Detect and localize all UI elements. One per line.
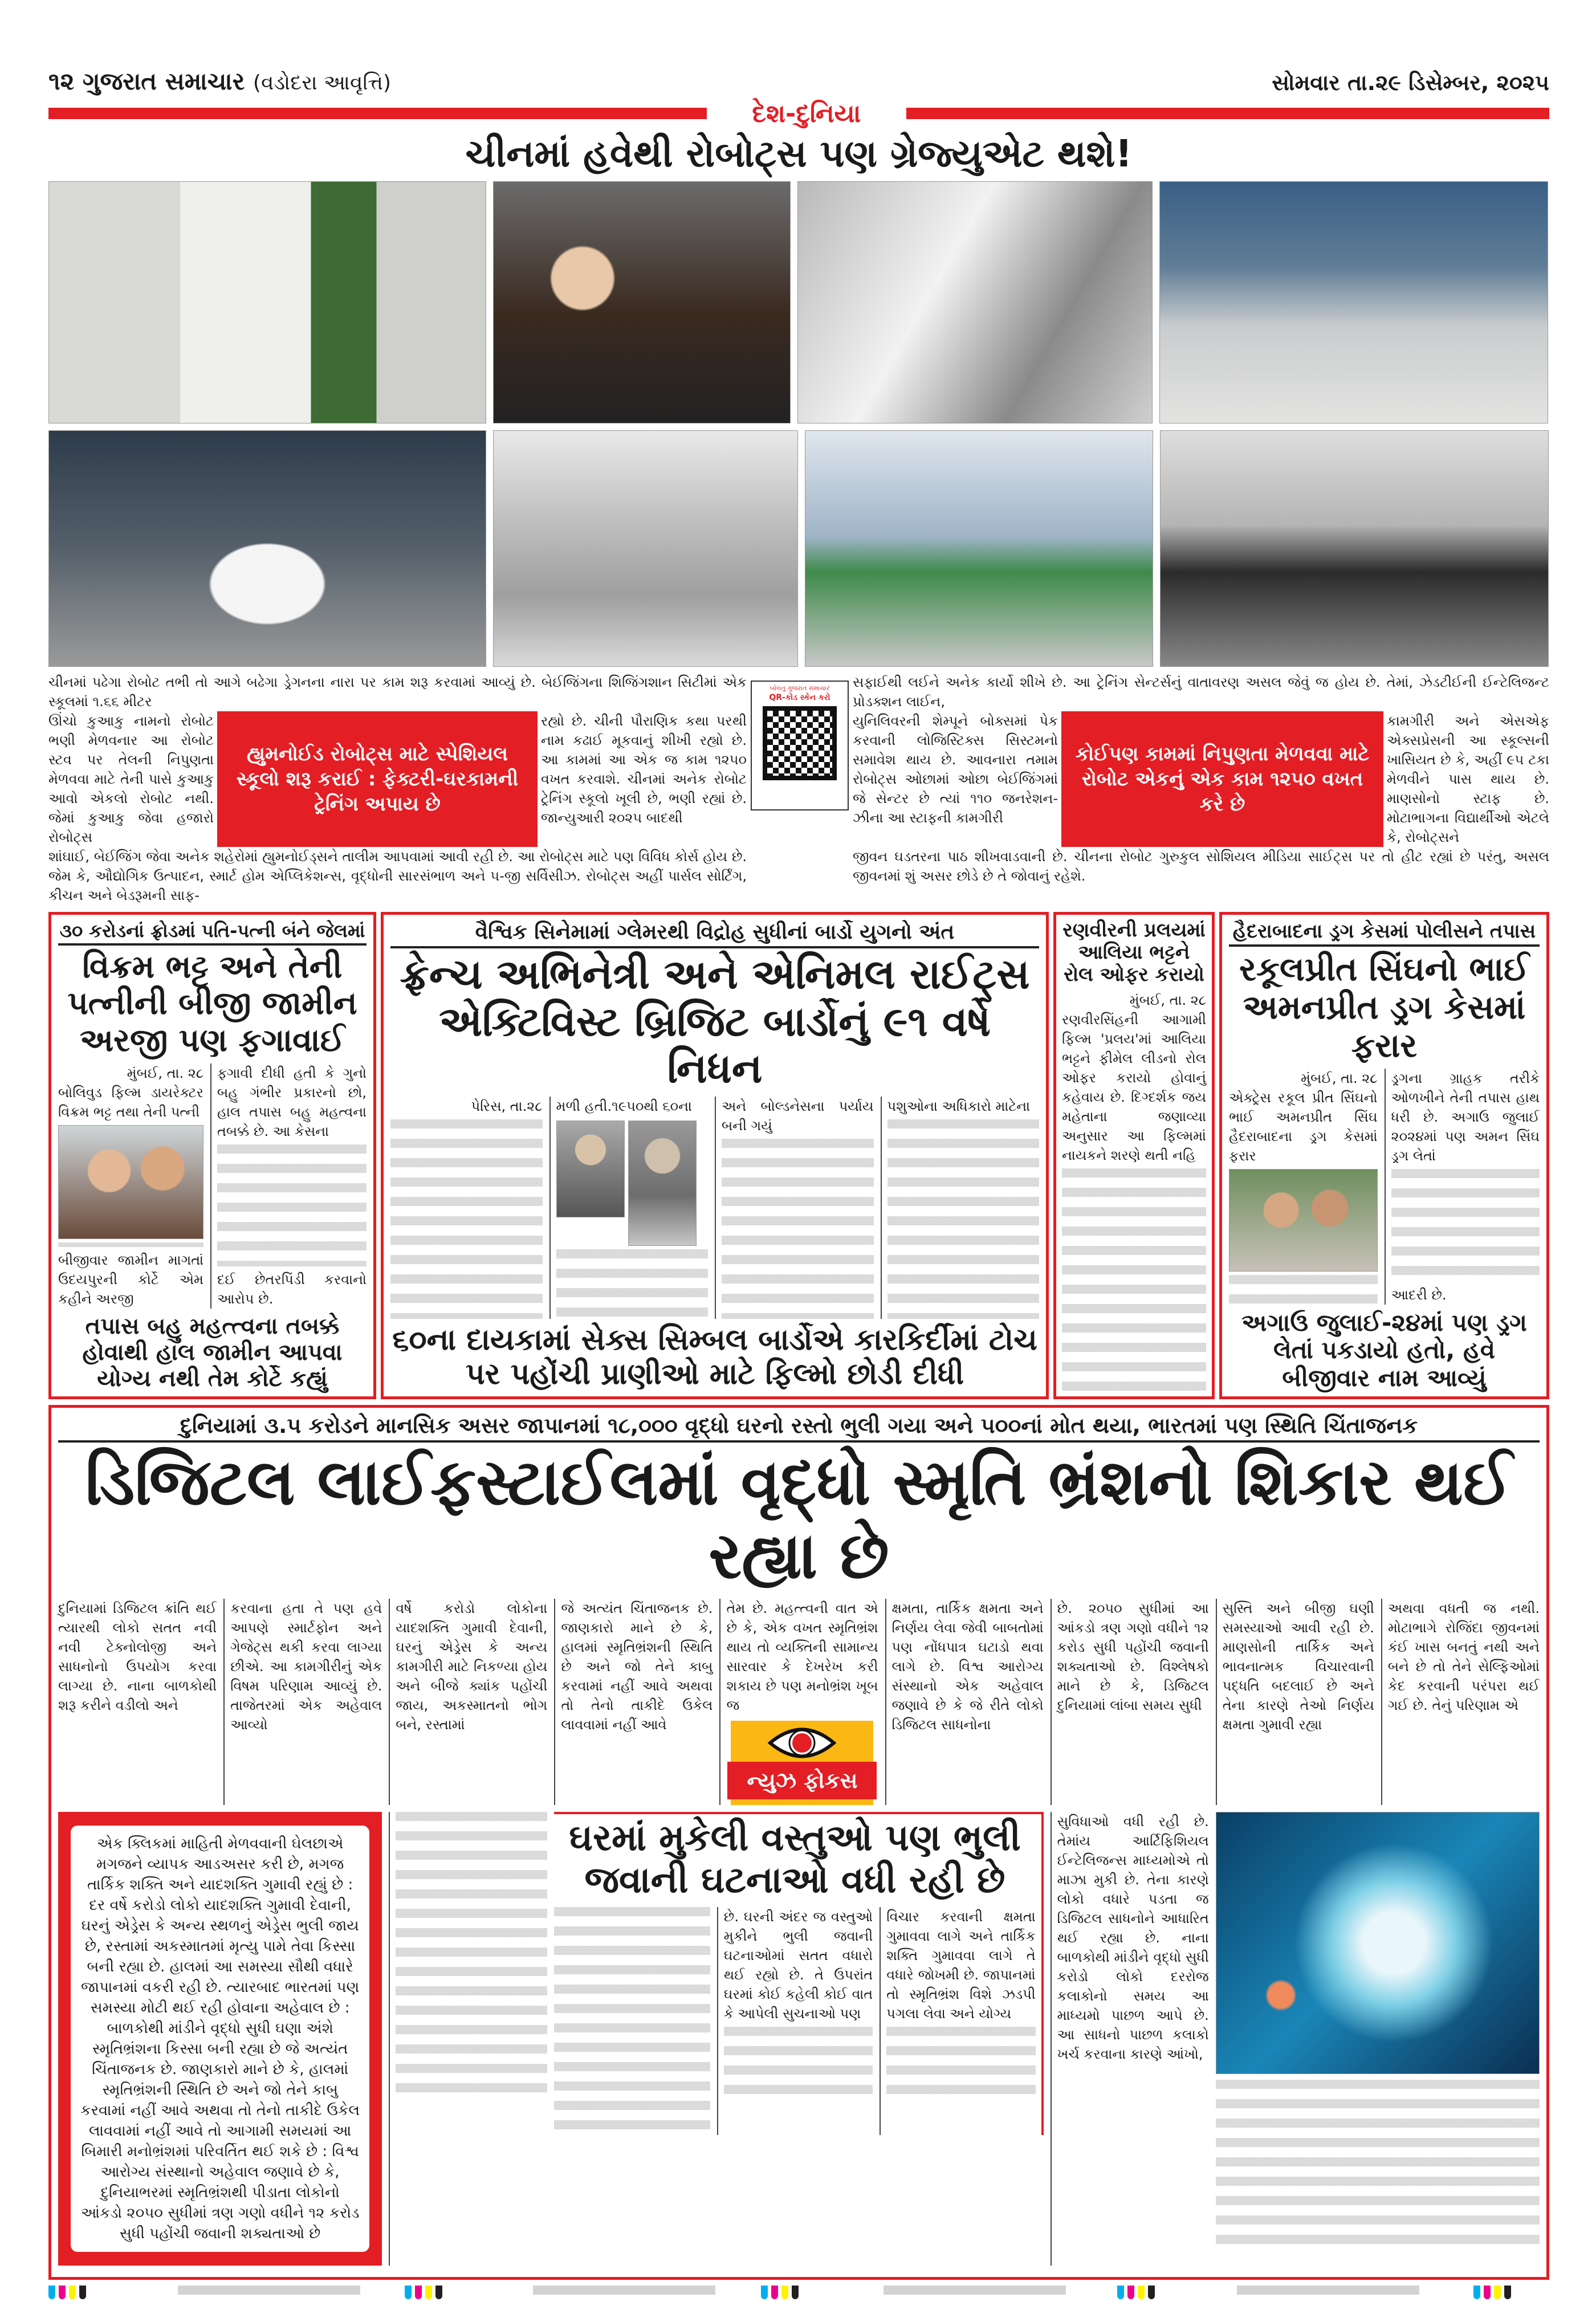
photo-vikram-bhatt-couple (58, 1125, 203, 1239)
story-kicker: દુનિયામાં ૩.૫ કરોડને માનસિક અસર જાપાનમાં ૧૮,૦૦૦ વૃદ્ધો ઘરનો રસ્તો ભુલી ગયા અને ૫૦૦નાં મોત થયા, ભારતમાં પણ સ્થિતિ ચિંતાજનક (58, 1412, 1540, 1443)
paper-name: ગુજરાત સમાચાર (82, 67, 245, 95)
story-column: સુસ્તિ અને બીજી ઘણી સમસ્યાઓ આવી રહી છે. માણસોની તાર્કિક અને ભાવનાત્મક વિચારવાની પદ્ધતિ બદલાઈ છે અને તેના કારણે તેઓ નિર્ણય ક્ષમતા ગુમાવી રહ્યા (1216, 1599, 1374, 1805)
masthead-left (48, 67, 391, 96)
gray-bar (178, 2286, 360, 2295)
print-registration-marks (48, 2286, 1549, 2305)
photo-digital-brain (1216, 1812, 1540, 2074)
header-rule-left (48, 108, 707, 119)
text-texture (1229, 1275, 1378, 1305)
photo-rakul-aman (1229, 1169, 1378, 1272)
robot-photos-row-2 (48, 430, 1549, 667)
story-col-b (210, 1064, 367, 1309)
photo-robot-vr-operator (48, 181, 486, 423)
story-body: રણવીરસિંહની આગામી ફિલ્મ 'પ્રલય'માં આલિયા ભટ્ટને ફીમેલ લીડનો રોલ ઓફર કરાયો હોવાનું કહેવાય છે. દિગ્દર્શક જય મહેતાના જણાવ્યા અનુસાર આ ફિલ્મમાં નાયકને શરણે થતી નહિ (1062, 1012, 1206, 1164)
color-swatch-group (405, 2286, 442, 2299)
dateline: પેરિસ, તા.૨૮ (471, 1098, 543, 1115)
story-footer-headline: ૬૦ના દાયકામાં સેક્સ સિમ્બલ બાર્ડોએ કારકિર્દીમાં ટોચ પર પહોંચી પ્રાણીઓ માટે ફિલ્મો છોડી દીધી (392, 1323, 1037, 1392)
subbox-col-a (554, 1907, 710, 2135)
photo-bardot-young (556, 1121, 625, 1217)
photo-robots-car (48, 430, 486, 667)
color-swatch-group (1473, 2286, 1511, 2299)
robots-left-col-a: ઊંચો કુઆકુ નામનો રોબોટ ભણી મેળવનાર આ રોબોટ સ્ટવ પર તેલની નિપુણતા મેળવવા માટે તેની પાસે કુઆકુ આવો એકલો રોબોટ નથી. જેમાં કુઆકુ જેવા હજારો રોબોટ્સ (48, 712, 214, 845)
story-alia-bhatt (1053, 912, 1215, 1399)
text-texture (887, 1119, 1040, 1319)
story-kicker: ૩૦ કરોડનાં ફ્રોડમાં પતિ-પત્ની બંને જેલમાં (58, 919, 367, 946)
story-column: જે અત્યંત ચિંતાજનક છે. જાણકારો માને છે કે, હાલમાં સ્મૃતિભ્રંશની સ્થિતિ છે અને જો તેને કાબુ કરવામાં નહીં આવે અથવા તો તેનો તાકીદે ઉકેલ લાવવામાં નહીં આવે (554, 1599, 712, 1805)
issue-date: સોમવાર તા.૨૯ ડિસેમ્બર, ૨૦૨૫ (1272, 70, 1549, 95)
edition: (વડોદરા આવૃત્તિ) (253, 71, 392, 95)
subbox-col-c (880, 1907, 1035, 2135)
text-texture (722, 1139, 874, 1319)
text-texture (554, 1907, 710, 2135)
robots-callout-1250: કોઈપણ કામમાં નિપુણતા મેળવવા માટે રોબોટ એકનું એક કામ ૧૨૫૦ વખત કરે છે (1061, 711, 1383, 847)
photo-humanoid-arm (797, 181, 1153, 423)
gray-bar (1237, 2286, 1419, 2295)
dementia-callout (58, 1812, 382, 2266)
story-footer-headline: તપાસ બહુ મહત્ત્વના તબક્કે હોવાથી હાલ જામીન આપવા યોગ્ય નથી તેમ કોર્ટે કહ્યું (82, 1313, 343, 1392)
story-column: ક્ષમતા, તાર્કિક ક્ષમતા અને નિર્ણય લેવા જેવી બાબતોમાં પણ નોંધપાત્ર ઘટાડો થવા લાગે છે. વિશ્વ આરોગ્ય સંસ્થાનો એક અહેવાલ જણાવે છે કે જે રીતે લોકો ડિજિટલ સાધનોના (885, 1599, 1044, 1805)
story-headline: રકૂલપ્રીત સિંઘનો ભાઈ અમનપ્રીત ડ્રગ કેસમાં ફરાર (1239, 950, 1529, 1065)
story-headline: ડિજિટલ લાઈફસ્ટાઈલમાં વૃદ્ધો સ્મૃતિ ભ્રંશનો શિકાર થઈ રહ્યા છે (85, 1445, 1513, 1594)
col-text-end: બીજીવાર જામીન માગતાં ઉદયપુરની કોર્ટે એમ કહીને અરજી (58, 1252, 203, 1307)
text-texture (556, 1249, 709, 1319)
story-column-lower: સુવિધાઓ વધી રહી છે. તેમાંય આર્ટિફિશિયલ ઈન્ટેલિજન્સ માધ્યમોએ તો માઝા મુકી છે. તેના કારણે લોકો વધારે પડતા જ ડિજિટલ સાધનોને આધારિત થઈ રહ્યા છે. નાના બાળકોથી માંડીને વૃદ્ધો સુધી કરોડો લોકો દરરોજ કલાકોનો સમય આ માધ્યમો પાછળ આપે છે. આ સાધનો પાછળ કલાકો ખર્ચ કરવાના કારણે આંખો, (1051, 1812, 1209, 2266)
news-focus-logo (731, 1721, 873, 1805)
column-text: તેમ છે. મહત્ત્વની વાત એ છે કે, એક વખત સ્મૃતિભ્રંશ થાય તો વ્યક્તિની સામાન્ય સારવાર કે દેખરેખ કરી શકાય છે પણ મનોભ્રંશ ખૂબ જ (726, 1600, 878, 1713)
col-text: વિચાર કરવાની ક્ષમતા ગુમાવવા લાગે અને તાર્કિક શક્તિ ગુમાવવા લાગે તે વધારે જોખમી છે. જાપાનમાં તો સ્મૃતિભ્રંશ વિશે ઝડપી પગલા લેવા અને યોગ્ય (886, 1909, 1036, 2022)
text-texture (58, 1243, 203, 1247)
col-text: અને બોલ્ડનેસના પર્યાય બની ગયું (722, 1098, 874, 1134)
story-headline: રણવીરની પ્રલયમાં આલિયા ભટ્ટને રોલ ઓફર કરાયો (1062, 918, 1206, 987)
dateline: મુંબઈ, તા. ૨૮ (127, 1065, 203, 1082)
header-rule-right (906, 108, 1549, 119)
robots-left-col-b: રહ્યો છે. ચીની પૌરાણિક કથા પરથી નામ કઢાઈ મૂકવાનું શીખી રહ્યો છે. આ કામમાં આ એક જ કામ ૧૨૫૦ વખત કરવાશે. ચીનમાં અનેક રોબોટ ટ્રેનિંગ સ્કૂલો ખૂલી છે, ભણી રહ્યાં છે. જાન્યુઆરી ૨૦૨૫ બાદથી (541, 712, 747, 826)
photo-robot-workbench (805, 430, 1153, 667)
story-col-a (390, 1097, 543, 1319)
story-headline: ફ્રેન્ચ અભિનેત્રી અને એનિમલ રાઈટ્સ એક્ટિવિસ્ટ બ્રિજિટ બાર્ડોનું ૯૧ વર્ષે નિધન (400, 950, 1030, 1093)
story-col-b (549, 1097, 709, 1319)
robots-text (48, 673, 1549, 905)
story-col-c (715, 1097, 874, 1319)
robots-right-top-line: સફાઈથી લઈને અનેક કાર્યો શીખે છે. આ ટ્રેનિંગ સેન્ટર્સનું વાતાવરણ અસલ જેવું જ હોય છે. તેમાં, ઝેડટીઈની ઈન્ટેલિજન્ટ પ્રોડક્શન લાઈન, (853, 674, 1549, 710)
qr-box[interactable] (751, 681, 849, 810)
robots-callout-schools: હ્યુમનોઈડ રોબોટ્સ માટે સ્પેશિયલ સ્કૂલો શરૂ કરાઈ : ફેક્ટરી-ઘરકામની ટ્રેનિંગ અપાય છે (217, 711, 538, 847)
eye-icon (768, 1724, 836, 1762)
gray-bar (883, 2286, 1066, 2295)
text-texture (886, 2027, 1035, 2095)
callout-text: એક ક્લિકમાં માહિતી મેળવવાની ઘેલછાએ મગજને વ્યાપક આડઅસર કરી છે, મગજ તાર્કિક શક્તિ અને યાદશક્તિ ગુમાવી રહ્યું છે : દર વર્ષે કરોડો લોકો યાદશક્તિ ગુમાવી દેવાની, ઘરનું એડ્રેસ કે અન્ય સ્થળનું એડ્રેસ ભુલી જાય છે, રસ્તામાં અકસ્માતમાં મૃત્યુ પામે તેવા કિસ્સા બની રહ્યા છે. હાલમાં આ સમસ્યા સૌથી વધારે જાપાનમાં વકરી રહી છે. ત્યારબાદ ભારતમાં પણ સમસ્યા મોટી થઈ રહી હોવાના અહેવાલ છે : બાળકોથી માંડીને વૃદ્ધો સુધી ઘણા અંશે સ્મૃતિભ્રંશના કિસ્સા બની રહ્યા છે જે અત્યંત ચિંતાજનક છે. જાણકારો માને છે કે, હાલમાં સ્મૃતિભ્રંશની સ્થિતિ છે અને જો તેને કાબુ કરવામાં નહીં આવે અથવા તો તેનો તાકીદે ઉકેલ લાવવામાં નહીં આવે તો આગામી સમયમાં આ બિમારી મનોભ્રંશમાં પરિવર્તિત થઈ શકે છે : વિશ્વ આરોગ્ય સંસ્થાનો અહેવાલ જણાવે છે કે, દુનિયાભરમાં સ્મૃતિભ્રંશથી પીડાતા લોકોનો આંકડો ૨૦૫૦ સુધીમાં ત્રણ ગણો વધીને ૧૨ કરોડ સુધી પહોંચી જવાની શક્યતાઓ છે (71, 1826, 369, 2252)
story-column: છે. ૨૦૫૦ સુધીમાં આ આંકડો ત્રણ ગણો વધીને ૧૨ કરોડ સુધી પહોંચી જવાની શક્યતાઓ છે. વિશ્લેષકો માને છે કે, ડિજિટલ દુનિયામાં લાંબા સમય સુધી (1051, 1599, 1209, 1805)
middle-stories (48, 912, 1549, 1399)
robots-left-top-line: ચીનમાં પઢેગા રોબોટ તભી તો આગે બઢેગા ડ્રેગનના નારા પર કામ શરૂ કરવામાં આવ્યું છે. બેઈજિંગના શિજિંગશાન સિટીમાં એક સ્કૂલમાં ૧.૬૬ મીટર (48, 674, 747, 710)
color-swatch-group (1117, 2286, 1155, 2299)
story-rakul-preet-brother (1219, 912, 1549, 1399)
text-texture (390, 1119, 543, 1319)
col-text: એક્ટ્રેસ રકૂલ પ્રીત સિંઘનો ભાઈ અમનપ્રીત સિંઘ હૈદરાબાદના ડ્રગ કેસમાં ફરાર (1229, 1090, 1378, 1164)
page-number: ૧૨ (48, 67, 75, 95)
robot-photos-row-1 (48, 181, 1549, 423)
story-kicker: વૈશ્વિક સિનેમામાં ગ્લેમરથી વિદ્રોહ સુધીનાં બાર્ડો યુગનો અંત (390, 919, 1039, 948)
color-swatch-group (48, 2286, 86, 2299)
text-texture (1391, 1169, 1540, 1282)
news-focus-label: ન્યુઝ ફોકસ (727, 1762, 877, 1799)
story-col-a (58, 1064, 203, 1309)
color-swatch-group (761, 2286, 799, 2299)
qr-scan-label: QR-કોડ સ્કેન કરો (769, 692, 830, 702)
dateline: મુંબઈ, તા. ૨૮ (1301, 1070, 1378, 1087)
photo-robot-trainer (493, 181, 791, 423)
photo-robot-hall (1159, 181, 1548, 423)
story-columns (58, 1599, 1540, 2266)
text-texture (1216, 2080, 1540, 2251)
story-column: દુનિયામાં ડિજિટલ ક્રાંતિ થઈ ત્યારથી લોકો સતત નવી નવી ટેક્નોલોજી અને સાધનોનો ઉપયોગ કરવા લાગ્યા છે. નાના બાળકોથી શરૂ કરીને વડીલો અને (58, 1600, 217, 1713)
story-column: અથવા વધતી જ નથી. મોટાભાગે રોજિંદા જીવનમાં કંઈ ખાસ બનતું નથી અને બને છે તો તેને સેલ્ફિઓમાં કેદ કરવાની પરંપરા થઈ ગઈ છે. તેનું પરિણામ એ (1381, 1599, 1540, 1805)
brain-image-area (1216, 1812, 1540, 2251)
text-texture (217, 1144, 367, 1266)
robots-right-col-a: યુનિલિવરની શેમ્પૂને બોક્સમાં પેક કરવાની લોજિસ્ટિક્સ સિસ્ટમનો સમાવેશ થાય છે. આવનારા તમામ રોબોટ્સ ઓછામાં ઓછા બેઈજિંગમાં જે સેન્ટર છે ત્યાં ૧૧૦ જનરેશન-ઝીના આ સ્ટાફની કામગીરી (853, 712, 1058, 826)
story-col-b (1385, 1069, 1540, 1305)
qr-code-icon[interactable] (763, 706, 837, 780)
section-rule (48, 97, 1549, 130)
col-text: ડ્રગના ગ્રાહક તરીકે ઓળખીને તેની તપાસ હાથ ધરી છે. અગાઉ જુલાઈ ૨૦૨૪માં પણ અમન સિંઘ ડ્રગ લેતાં (1391, 1070, 1540, 1164)
story-col-d (881, 1097, 1040, 1319)
photo-training-room (493, 430, 798, 667)
masthead (48, 67, 1549, 96)
story-column-news-focus (719, 1599, 878, 1805)
column-texture (389, 1812, 547, 2266)
text-texture (724, 2027, 873, 2095)
col-text: છે. ઘરની અંદર જ વસ્તુઓ મુકીને ભુલી જવાની ઘટનાઓમાં સતત વધારો થઈ રહ્યો છે. તે ઉપરાંત ઘરમાં કોઈ કહેલી કોઈ વાત કે આપેલી સુચનાઓ પણ (723, 1909, 873, 2022)
text-texture (1062, 1168, 1206, 1392)
photo-bardot-animals (628, 1121, 697, 1246)
col-text: બોલિવુડ ફિલ્મ ડાયરેક્ટર વિક્રમ ભટ્ટ તથા તેની પત્ની (58, 1085, 203, 1121)
qr-label: બોલતું ગુજરાત સમાચાર (769, 684, 830, 692)
story-col-a (1229, 1069, 1378, 1305)
col-text-end: આદરી છે. (1391, 1287, 1447, 1303)
robots-left-bottom: શાંઘાઈ, બેઈજિંગ જેવા અનેક શહેરોમાં હ્યુમનોઈડ્સને તાલીમ આપવામાં આવી રહી છે. આ રોબોટ્સ માટે પણ વિવિધ કોર્સ હોય છે. જેમ કે, ઔદ્યોગિક ઉત્પાદન, સ્માર્ટ હોમ એપ્લિકેશન્સ, વૃદ્ધોની સારસંભાળ અને ૫-જી સર્વિસીઝ. રોબોટ્સ અહીં પાર્સલ સોર્ટિંગ, કીચન અને બેડરૂમની સાફ- (48, 848, 747, 903)
story-headline: વિક્રમ ભટ્ટ અને તેની પત્નીની બીજી જામીન અરજી પણ ફગાવાઈ (67, 948, 357, 1059)
col-text-end: દઈ છેતરપિંડી કરવાનો આરોપ છે. (217, 1271, 367, 1307)
gray-bar (533, 2286, 715, 2295)
story-column: કરવાના હતા તે પણ હવે આપણે સ્માર્ટફોન અને ગેજેટ્સ થકી કરવા લાગ્યા છીએ. આ કામગીરીનું એક વિષમ પરિણામ આવ્યું છે. તાજેતરમાં એક અહેવાલ આવ્યો (223, 1599, 382, 1805)
robots-right-bottom: જીવન ઘડતરના પાઠ શીખવાડવાની છે. ચીનના રોબોટ ગુરુકુલ સોશિયલ મીડિયા સાઈટ્સ પર તો હીટ રહ્યાં છે પરંતુ, અસલ જીવનમાં શું અસર છોડે છે તે જોવાનું રહેશે. (853, 848, 1549, 884)
subbox-forgetting-items (554, 1812, 1043, 2135)
story-brigitte-bardot (381, 912, 1049, 1399)
dateline: મુંબઈ, તા. ૨૮ (1129, 992, 1206, 1009)
col-text: ફગાવી દીધી હતી કે ગુનો બહુ ગંભીર પ્રકારનો છો, હાલ તપાસ બહુ મહત્વના તબક્કે છે. આ કેસના (217, 1065, 367, 1140)
col-text: મળી હતી.૧૯૫૦થી ૬૦ના (556, 1098, 692, 1115)
story-vikram-bhatt (48, 912, 376, 1399)
subbox-headline: ઘરમાં મુકેલી વસ્તુઓ પણ ભુલી જવાની ઘટનાઓ વધી રહી છે (569, 1816, 1021, 1901)
robots-left (48, 673, 747, 905)
subbox-col-b (717, 1907, 873, 2135)
text-texture (396, 1812, 547, 2097)
robots-right (853, 673, 1549, 886)
photo-robot-handler (1160, 430, 1549, 667)
robots-right-col-b: કામગીરી અને એસએફ એક્સપ્રેસની આ સ્કૂલ્સની ખાસિયત છે કે, અહીં ૯૫ ટકા મેળવીને પાસ થાય છે. માણસોનો સ્ટાફ છે. મોટાભાગના વિદ્યાર્થીઓ એટલે કે, રોબોટ્સને (1387, 712, 1549, 845)
story-digital-dementia (48, 1405, 1549, 2280)
story-column: વર્ષે કરોડો લોકોના યાદશક્તિ ગુમાવી દેવાની, ઘરનું એડ્રેસ કે અન્ય કામગીરી માટે નિકળ્યા હોય અને બીજે ક્યાંક પહોંચી જાય, અકસ્માતનો ભોગ બને, રસ્તામાં (389, 1599, 547, 1805)
story-kicker: હૈદરાબાદના ડ્રગ કેસમાં પોલીસને તપાસ (1229, 919, 1540, 947)
col-text: પશુઓના અધિકારો માટેના (887, 1098, 1031, 1115)
section-label: દેશ-દુનિયા (752, 99, 861, 128)
robots-headline: ચીનમાં હવેથી રોબોટ્સ પણ ગ્રેજ્યુએટ થશે! (465, 132, 1133, 176)
story-footer-headline: અગાઉ જુલાઈ-૨૪માં પણ ડ્રગ લેતાં પકડાયો હતો, હવે બીજીવાર નામ આવ્યું (1241, 1309, 1527, 1392)
